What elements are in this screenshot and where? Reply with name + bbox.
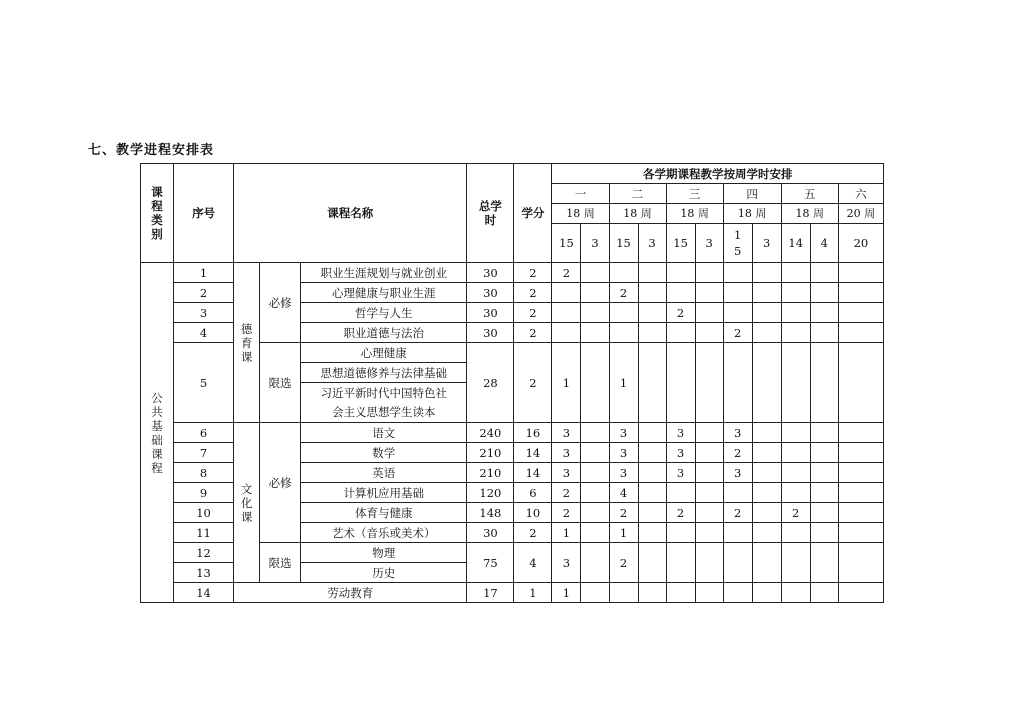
week-hours-cell [695, 463, 723, 483]
week-hours-cell [752, 423, 781, 443]
week-hours-cell [838, 543, 883, 583]
week-hours-cell [638, 523, 666, 543]
week-hours-cell [752, 483, 781, 503]
week-hours-cell [810, 423, 838, 443]
subweek-cell: 20 [838, 224, 883, 263]
week-hours-cell [752, 583, 781, 603]
seq-cell: 13 [174, 563, 234, 583]
total-hours-cell: 148 [467, 503, 514, 523]
week-hours-cell [723, 303, 752, 323]
weeks-cell: 18 周 [723, 204, 781, 224]
course-name-cell: 哲学与人生 [301, 303, 467, 323]
week-hours-cell [638, 443, 666, 463]
semester-cell: 一 [552, 184, 609, 204]
week-hours-cell [581, 423, 609, 443]
week-hours-cell: 3 [552, 423, 581, 443]
week-hours-cell [695, 583, 723, 603]
week-hours-cell [752, 523, 781, 543]
week-hours-cell [695, 263, 723, 283]
week-hours-cell [723, 263, 752, 283]
week-hours-cell [581, 323, 609, 343]
week-hours-cell [695, 323, 723, 343]
week-hours-cell: 1 [552, 523, 581, 543]
total-hours-cell: 75 [467, 543, 514, 583]
week-hours-cell [638, 263, 666, 283]
week-hours-cell [752, 463, 781, 483]
week-hours-cell [781, 423, 810, 443]
semester-cell: 三 [666, 184, 723, 204]
total-hours-cell: 30 [467, 523, 514, 543]
week-hours-cell [781, 303, 810, 323]
week-hours-cell [752, 283, 781, 303]
total-hours-cell: 210 [467, 443, 514, 463]
subweek-cell: 3 [695, 224, 723, 263]
week-hours-cell [781, 523, 810, 543]
week-hours-cell [695, 283, 723, 303]
total-hours-cell: 30 [467, 283, 514, 303]
week-hours-cell [609, 303, 638, 323]
weeks-cell: 18 周 [666, 204, 723, 224]
week-hours-cell [666, 543, 695, 583]
week-hours-cell [781, 443, 810, 463]
course-name-cell: 习近平新时代中国特色社 [301, 383, 467, 403]
seq-cell: 8 [174, 463, 234, 483]
week-hours-cell [666, 263, 695, 283]
moral-course-group: 德 育 课 [234, 263, 260, 423]
credits-cell: 2 [514, 343, 552, 423]
subweek-cell: 14 [781, 224, 810, 263]
week-hours-cell [638, 583, 666, 603]
week-hours-cell [810, 343, 838, 423]
week-hours-cell [752, 263, 781, 283]
week-hours-cell [609, 323, 638, 343]
week-hours-cell [638, 303, 666, 323]
week-hours-cell [781, 263, 810, 283]
seq-cell: 7 [174, 443, 234, 463]
section-title: 七、教学进程安排表 [88, 143, 215, 158]
week-hours-cell [838, 483, 883, 503]
week-hours-cell [695, 443, 723, 463]
schedule-header: 各学期课程教学按周学时安排 [552, 164, 884, 184]
week-hours-cell [752, 303, 781, 323]
week-hours-cell: 2 [723, 323, 752, 343]
seq-cell: 6 [174, 423, 234, 443]
week-hours-cell [581, 463, 609, 483]
category-cell: 公 共 基 础 课 程 [141, 263, 174, 603]
course-name-cell: 体育与健康 [301, 503, 467, 523]
week-hours-cell [752, 343, 781, 423]
week-hours-cell [609, 583, 638, 603]
credits-cell: 1 [514, 583, 552, 603]
credits-cell: 2 [514, 263, 552, 283]
week-hours-cell: 2 [666, 303, 695, 323]
week-hours-cell [581, 483, 609, 503]
week-hours-cell: 4 [609, 483, 638, 503]
course-name-cell: 物理 [301, 543, 467, 563]
week-hours-cell [781, 343, 810, 423]
week-hours-cell [810, 323, 838, 343]
col-category-header: 课 程 类 别 [141, 164, 174, 263]
teaching-schedule-table [140, 163, 884, 603]
week-hours-cell: 3 [552, 543, 581, 583]
credits-cell: 2 [514, 523, 552, 543]
seq-cell: 4 [174, 323, 234, 343]
subweek-cell: 15 [609, 224, 638, 263]
week-hours-cell [810, 443, 838, 463]
total-hours-cell: 30 [467, 263, 514, 283]
week-hours-cell [723, 283, 752, 303]
week-hours-cell [781, 283, 810, 303]
credits-cell: 14 [514, 463, 552, 483]
week-hours-cell [838, 463, 883, 483]
week-hours-cell: 3 [609, 463, 638, 483]
week-hours-cell: 3 [666, 443, 695, 463]
total-hours-cell: 30 [467, 323, 514, 343]
week-hours-cell: 2 [723, 503, 752, 523]
week-hours-cell: 2 [609, 543, 638, 583]
week-hours-cell [810, 503, 838, 523]
culture-course-group: 文 化 课 [234, 423, 260, 583]
week-hours-cell [638, 323, 666, 343]
credits-cell: 4 [514, 543, 552, 583]
week-hours-cell [752, 543, 781, 583]
week-hours-cell: 1 [609, 343, 638, 423]
week-hours-cell [810, 543, 838, 583]
week-hours-cell [781, 583, 810, 603]
week-hours-cell [581, 583, 609, 603]
week-hours-cell [666, 343, 695, 423]
required-label: 必修 [260, 423, 301, 543]
week-hours-cell [581, 543, 609, 583]
subweek-cell: 3 [752, 224, 781, 263]
week-hours-cell [838, 503, 883, 523]
week-hours-cell: 3 [723, 423, 752, 443]
week-hours-cell [838, 283, 883, 303]
subweek-cell: 1 5 [723, 224, 752, 263]
semester-cell: 二 [609, 184, 666, 204]
weeks-cell: 18 周 [609, 204, 666, 224]
weeks-cell: 18 周 [781, 204, 838, 224]
course-name-cell: 会主义思想学生读本 [301, 403, 467, 423]
credits-cell: 16 [514, 423, 552, 443]
course-name-cell: 数学 [301, 443, 467, 463]
week-hours-cell: 3 [666, 423, 695, 443]
total-hours-cell: 17 [467, 583, 514, 603]
week-hours-cell: 3 [723, 463, 752, 483]
credits-cell: 10 [514, 503, 552, 523]
week-hours-cell [638, 283, 666, 303]
total-hours-cell: 210 [467, 463, 514, 483]
week-hours-cell [666, 583, 695, 603]
seq-cell: 1 [174, 263, 234, 283]
table-row [141, 583, 884, 603]
week-hours-cell [581, 503, 609, 523]
week-hours-cell: 2 [552, 263, 581, 283]
week-hours-cell [810, 463, 838, 483]
week-hours-cell: 3 [609, 443, 638, 463]
week-hours-cell [810, 523, 838, 543]
week-hours-cell: 2 [609, 503, 638, 523]
col-total-hours-header: 总学 时 [467, 164, 514, 263]
subweek-cell: 3 [638, 224, 666, 263]
course-name-cell: 职业生涯规划与就业创业 [301, 263, 467, 283]
week-hours-cell [695, 303, 723, 323]
week-hours-cell [695, 523, 723, 543]
week-hours-cell [581, 303, 609, 323]
week-hours-cell [752, 323, 781, 343]
week-hours-cell [838, 263, 883, 283]
week-hours-cell [752, 443, 781, 463]
total-hours-cell: 28 [467, 343, 514, 423]
week-hours-cell: 1 [552, 583, 581, 603]
table-row [141, 423, 884, 443]
week-hours-cell [781, 543, 810, 583]
week-hours-cell: 3 [609, 423, 638, 443]
week-hours-cell [838, 443, 883, 463]
week-hours-cell [552, 323, 581, 343]
week-hours-cell [838, 303, 883, 323]
week-hours-cell [581, 523, 609, 543]
week-hours-cell: 2 [552, 483, 581, 503]
week-hours-cell [638, 423, 666, 443]
week-hours-cell [638, 483, 666, 503]
credits-cell: 2 [514, 323, 552, 343]
course-name-cell: 语文 [301, 423, 467, 443]
week-hours-cell [723, 483, 752, 503]
week-hours-cell [781, 483, 810, 503]
subweek-cell: 15 [552, 224, 581, 263]
week-hours-cell [810, 263, 838, 283]
week-hours-cell [810, 483, 838, 503]
week-hours-cell: 2 [781, 503, 810, 523]
week-hours-cell [723, 523, 752, 543]
week-hours-cell [638, 503, 666, 523]
elective-label: 限选 [260, 543, 301, 583]
week-hours-cell [695, 343, 723, 423]
seq-cell: 10 [174, 503, 234, 523]
week-hours-cell [695, 483, 723, 503]
week-hours-cell [838, 523, 883, 543]
seq-cell: 5 [174, 343, 234, 423]
semester-cell: 四 [723, 184, 781, 204]
week-hours-cell [723, 583, 752, 603]
credits-cell: 14 [514, 443, 552, 463]
subweek-cell: 3 [581, 224, 609, 263]
weeks-cell: 18 周 [552, 204, 609, 224]
week-hours-cell [666, 523, 695, 543]
credits-cell: 2 [514, 283, 552, 303]
seq-cell: 2 [174, 283, 234, 303]
course-name-cell: 劳动教育 [234, 583, 467, 603]
subweek-cell: 15 [666, 224, 695, 263]
week-hours-cell [695, 543, 723, 583]
course-name-cell: 职业道德与法治 [301, 323, 467, 343]
week-hours-cell [723, 343, 752, 423]
header-row [141, 164, 884, 184]
total-hours-cell: 120 [467, 483, 514, 503]
course-name-cell: 艺术（音乐或美术） [301, 523, 467, 543]
course-name-cell: 心理健康 [301, 343, 467, 363]
week-hours-cell [581, 263, 609, 283]
week-hours-cell [609, 263, 638, 283]
week-hours-cell [838, 323, 883, 343]
week-hours-cell: 2 [723, 443, 752, 463]
col-credits-header: 学分 [514, 164, 552, 263]
course-name-cell: 心理健康与职业生涯 [301, 283, 467, 303]
week-hours-cell [838, 583, 883, 603]
seq-cell: 11 [174, 523, 234, 543]
week-hours-cell [666, 323, 695, 343]
col-seq-header: 序号 [174, 164, 234, 263]
week-hours-cell: 2 [552, 503, 581, 523]
week-hours-cell [695, 503, 723, 523]
semester-cell: 五 [781, 184, 838, 204]
week-hours-cell: 2 [609, 283, 638, 303]
seq-cell: 14 [174, 583, 234, 603]
week-hours-cell: 1 [609, 523, 638, 543]
week-hours-cell [666, 483, 695, 503]
week-hours-cell [752, 503, 781, 523]
week-hours-cell [810, 583, 838, 603]
week-hours-cell [638, 543, 666, 583]
week-hours-cell [810, 283, 838, 303]
week-hours-cell [723, 543, 752, 583]
week-hours-cell [552, 303, 581, 323]
week-hours-cell [581, 283, 609, 303]
course-name-cell: 思想道德修养与法律基础 [301, 363, 467, 383]
seq-cell: 9 [174, 483, 234, 503]
week-hours-cell [781, 463, 810, 483]
week-hours-cell: 3 [552, 443, 581, 463]
course-name-cell: 英语 [301, 463, 467, 483]
semester-cell: 六 [838, 184, 883, 204]
week-hours-cell [838, 343, 883, 423]
course-name-cell: 计算机应用基础 [301, 483, 467, 503]
week-hours-cell [810, 303, 838, 323]
course-name-cell: 历史 [301, 563, 467, 583]
credits-cell: 2 [514, 303, 552, 323]
seq-cell: 12 [174, 543, 234, 563]
weeks-cell: 20 周 [838, 204, 883, 224]
elective-label: 限选 [260, 343, 301, 423]
total-hours-cell: 30 [467, 303, 514, 323]
week-hours-cell [638, 343, 666, 423]
week-hours-cell [552, 283, 581, 303]
week-hours-cell [638, 463, 666, 483]
week-hours-cell [666, 283, 695, 303]
seq-cell: 3 [174, 303, 234, 323]
total-hours-cell: 240 [467, 423, 514, 443]
subweek-cell: 4 [810, 224, 838, 263]
week-hours-cell: 3 [666, 463, 695, 483]
week-hours-cell: 2 [666, 503, 695, 523]
credits-cell: 6 [514, 483, 552, 503]
week-hours-cell: 3 [552, 463, 581, 483]
week-hours-cell [781, 323, 810, 343]
required-label: 必修 [260, 263, 301, 343]
table-row [141, 263, 884, 283]
week-hours-cell [581, 443, 609, 463]
week-hours-cell [695, 423, 723, 443]
col-course-name-header: 课程名称 [234, 164, 467, 263]
week-hours-cell [581, 343, 609, 423]
week-hours-cell: 1 [552, 343, 581, 423]
week-hours-cell [838, 423, 883, 443]
